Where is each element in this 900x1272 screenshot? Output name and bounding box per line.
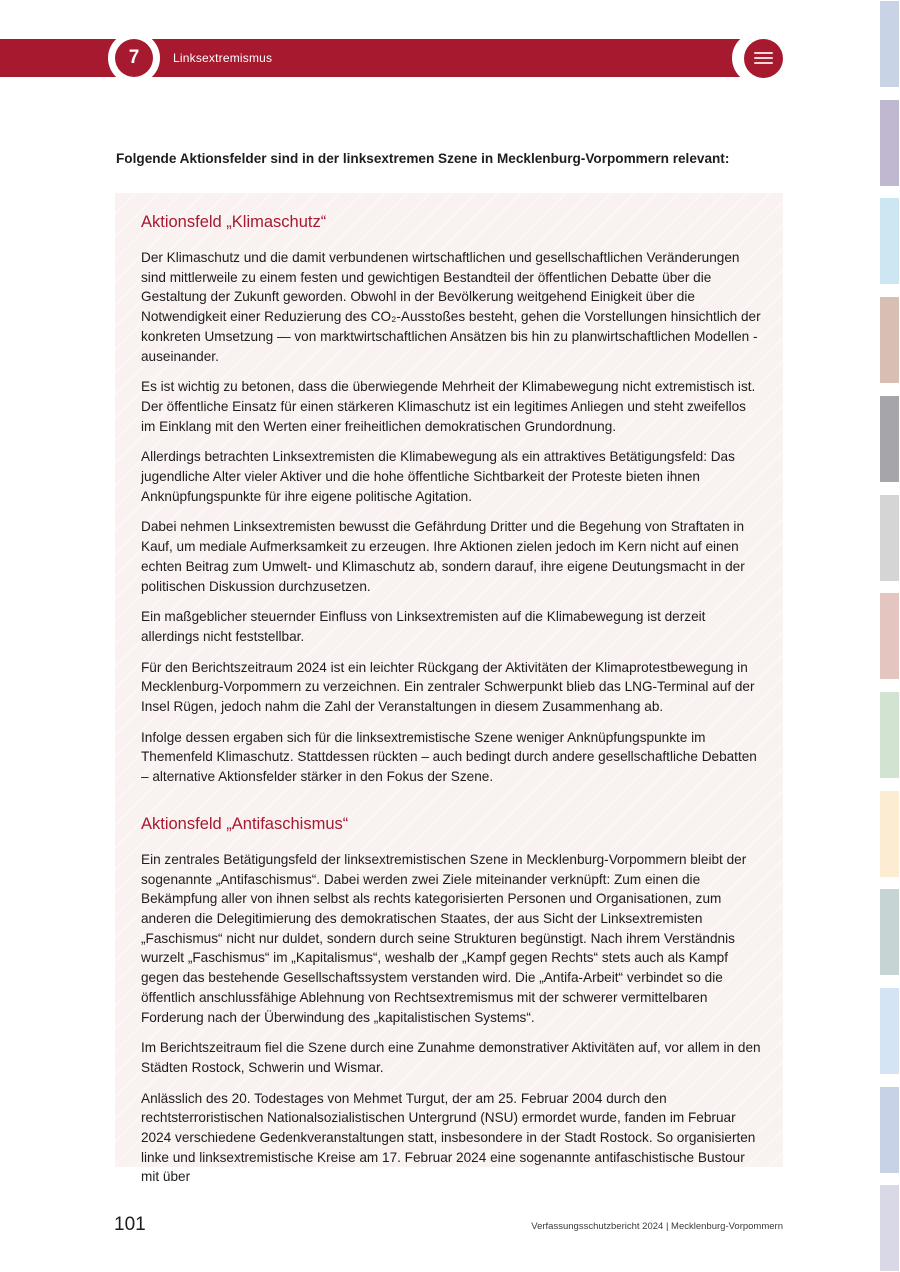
chapter-tab-6[interactable] (880, 495, 899, 581)
chapter-tab-2[interactable] (880, 100, 899, 186)
section-title-antifaschismus: Aktionsfeld „Antifaschismus“ (141, 814, 349, 833)
chapter-title[interactable]: Linksextremismus (173, 51, 273, 65)
paragraph: Allerdings betrachten Linksextremisten die Klimabewegung als ein attraktives Betätigungsfeld: Das jugendliche Alter vieler Aktiver und die hohe öffentliche Sichtbarkeit der Proteste bieten ihnen Anknüpfungspunkte für ihre eigene politische Agitation. (141, 449, 735, 504)
paragraph: Der Klimaschutz und die damit verbundenen wirtschaftlichen und gesellschaftlichen Veränderungen sind mittlerweile zu einem festen und gewichtigen Bestandteil der öffentlichen Debatte über die Gestaltung der Zukunft geworden. Obwohl in der Bevölkerung weitgehend Einigkeit über die Notwendigkeit einer Reduzierung des CO₂-Ausstoßes besteht, gehen die Vorstellungen hinsichtlich der konkreten Umsetzung — von marktwirtschaftlichen Ansätzen bis hin zu planwirtschaftlichen Modellen - auseinander. (141, 250, 761, 364)
paragraph: Infolge dessen ergaben sich für die linksextremistische Szene weniger Anknüpfungspunkte im Themenfeld Klimaschutz. Stattdessen rückten – auch bedingt durch andere gesellschaftliche Debatten – alternative Aktionsfelder stärker in den Fokus der Szene. (141, 729, 757, 785)
hamburger-menu-icon (754, 62, 773, 64)
paragraph: Es ist wichtig zu betonen, dass die überwiegende Mehrheit der Klimabewegung nicht extremistisch ist. Der öffentliche Einsatz für einen stärkeren Klimaschutz ist ein legitimes Anliegen und steht zweifellos im Einklang mit den Werten einer freiheitlichen demokratischen Grundordnung. (141, 379, 756, 434)
chapter-tab-11[interactable] (880, 988, 899, 1074)
publication-footer: Verfassungsschutzbericht 2024 | Mecklenburg-Vorpommern (531, 1221, 783, 1232)
chapter-tab-5[interactable] (880, 396, 899, 482)
chapter-tab-4[interactable] (880, 297, 899, 383)
chapter-tab-10[interactable] (880, 889, 899, 975)
paragraph: Ein maßgeblicher steuernder Einfluss von Linksextremisten auf die Klimabewegung ist derzeit allerdings nicht feststellbar. (141, 609, 706, 644)
menu-button[interactable] (744, 39, 783, 78)
paragraph: Ein zentrales Betätigungsfeld der linksextremistischen Szene in Mecklenburg-Vorpommern bleibt der sogenannte „Antifaschismus“. Dabei werden zwei Ziele miteinander verknüpft: Zum einen die Bekämpfung aller von ihnen selbst als rechts kategorisierten Personen und Organisationen, zum anderen die Delegitimierung des demokratischen Staates, der aus Sicht der Linksextremisten „Faschismus“ nicht nur duldet, sondern durch seine Strukturen begünstigt. Nach ihrem Verständnis wurzelt „Faschismus“ im „Kapitalismus“, weshalb der „Kampf gegen Rechts“ stets auch als Kampf gegen das bestehende Gesellschaftssystem verstanden wird. Die „Antifa-Arbeit“ verbindet so die öffentlich anschlussfähige Ablehnung von Rechtsextremismus mit der schwerer vermittelbaren Forderung nach der Überwindung des „kapitalistischen Systems“. (141, 851, 747, 1025)
hamburger-menu-icon (754, 57, 773, 59)
hamburger-menu-icon (754, 52, 773, 54)
paragraph: Anlässlich des 20. Todestages von Mehmet Turgut, der am 25. Februar 2004 durch den rechtsterroristischen Nationalsozialistischen Untergrund (NSU) ermordet wurde, fanden im Februar 2024 verschiedene Gedenkveranstaltungen statt, insbesondere in der Stadt Rostock. So organisierten linke und linksextremistische Kreise am 17. Februar 2024 eine sogenannte antifaschistische Bustour mit über (141, 1090, 756, 1185)
chapter-number-badge: 7 (115, 39, 153, 77)
chapter-tab-9[interactable] (880, 791, 899, 877)
chapter-tab-7[interactable] (880, 593, 899, 679)
paragraph: Für den Berichtszeitraum 2024 ist ein leichter Rückgang der Aktivitäten der Klimaprotestbewegung in Mecklenburg-Vorpommern zu verzeichnen. Ein zentraler Schwerpunkt blieb das LNG-Terminal auf der Insel Rügen, jedoch nahm die Zahl der Veranstaltungen in diesem Zusammenhang ab. (141, 659, 755, 715)
paragraph: Dabei nehmen Linksextremisten bewusst die Gefährdung Dritter und die Begehung von Straftaten in Kauf, um mediale Aufmerksamkeit zu erzeugen. Ihre Aktionen zielen jedoch im Kern nicht auf einen echten Beitrag zum Umwelt- und Klimaschutz ab, sondern darauf, ihre eigene Deutungsmacht in der politischen Diskussion durchzusetzen. (141, 519, 745, 594)
chapter-tab-13[interactable] (880, 1185, 899, 1271)
content-box (115, 193, 783, 1185)
chapter-tab-8[interactable] (880, 692, 899, 778)
intro-text: Folgende Aktionsfelder sind in der linksextremen Szene in Mecklenburg-Vorpommern relevant: (116, 151, 730, 166)
paragraph: Im Berichtszeitraum fiel die Szene durch eine Zunahme demonstrativer Aktivitäten auf, vor allem in den Städten Rostock, Schwerin und Wismar. (141, 1040, 761, 1075)
chapter-tab-12[interactable] (880, 1087, 899, 1173)
chapter-tab-1[interactable] (880, 1, 899, 87)
page-number: 101 (114, 1214, 146, 1235)
section-title-klimaschutz: Aktionsfeld „Klimaschutz“ (141, 213, 327, 231)
chapter-tab-3[interactable] (880, 198, 899, 284)
